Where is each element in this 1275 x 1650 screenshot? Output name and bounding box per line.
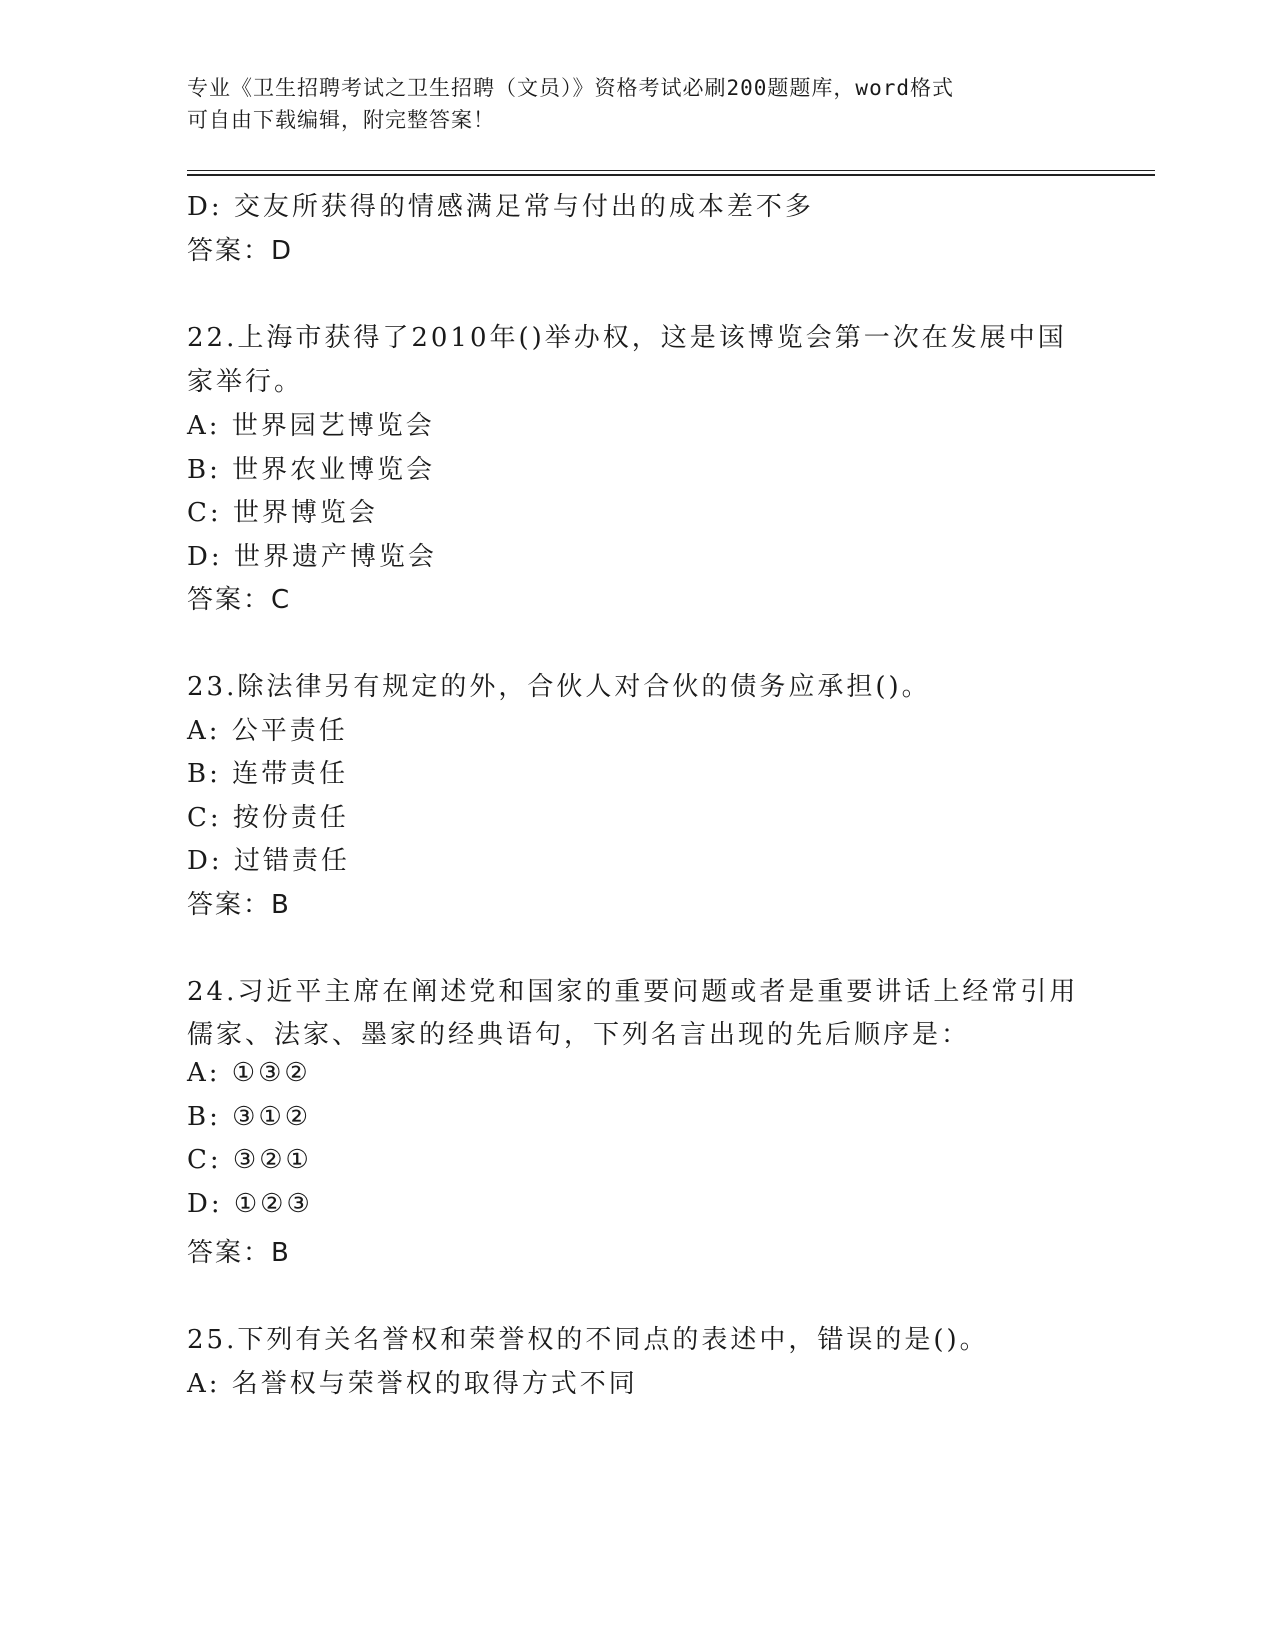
q24-option-b: B: ③①② (187, 1102, 312, 1132)
header-line-2: 可自由下载编辑，附完整答案！ (187, 108, 495, 132)
q22-option-c: C: 世界博览会 (187, 498, 378, 528)
q24-option-d: D: ①②③ (187, 1189, 313, 1219)
q22-option-a: A: 世界园艺博览会 (187, 411, 435, 441)
q22-stem-line-1: 22.上海市获得了2010年()举办权，这是该博览会第一次在发展中国 (187, 323, 1067, 353)
q22-answer: 答案：C (187, 585, 292, 615)
q23-option-a: A: 公平责任 (187, 716, 348, 746)
q25-stem-line-1: 25.下列有关名誉权和荣誉权的不同点的表述中，错误的是()。 (187, 1325, 989, 1355)
q22-option-b: B: 世界农业博览会 (187, 455, 436, 485)
q24-answer: 答案：B (187, 1238, 291, 1268)
q24-option-c: C: ③②① (187, 1145, 312, 1175)
q24-stem-line-1: 24.习近平主席在阐述党和国家的重要问题或者是重要讲话上经常引用 (187, 977, 1079, 1007)
q23-option-b: B: 连带责任 (187, 759, 349, 789)
header-rule-thin (187, 170, 1155, 171)
q22-option-d: D: 世界遗产博览会 (187, 542, 437, 572)
q24-stem-line-2: 儒家、法家、墨家的经典语句，下列名言出现的先后顺序是： (187, 1020, 971, 1050)
document-header (187, 72, 1087, 136)
prev-answer: 答案：D (187, 236, 294, 266)
header-rule-thick (187, 174, 1155, 176)
header-line-1: 专业《卫生招聘考试之卫生招聘（文员）》资格考试必刷200题题库，word格式 (187, 76, 954, 100)
q22-stem-line-2: 家举行。 (187, 367, 304, 397)
q24-option-a: A: ①③② (187, 1058, 311, 1088)
q25-option-a: A: 名誉权与荣誉权的取得方式不同 (187, 1369, 638, 1399)
q23-option-c: C: 按份责任 (187, 803, 349, 833)
q23-answer: 答案：B (187, 890, 291, 920)
q23-stem-line-1: 23.除法律另有规定的外，合伙人对合伙的债务应承担()。 (187, 672, 931, 702)
q23-option-d: D: 过错责任 (187, 846, 350, 876)
prev-option-d: D: 交友所获得的情感满足常与付出的成本差不多 (187, 192, 814, 222)
